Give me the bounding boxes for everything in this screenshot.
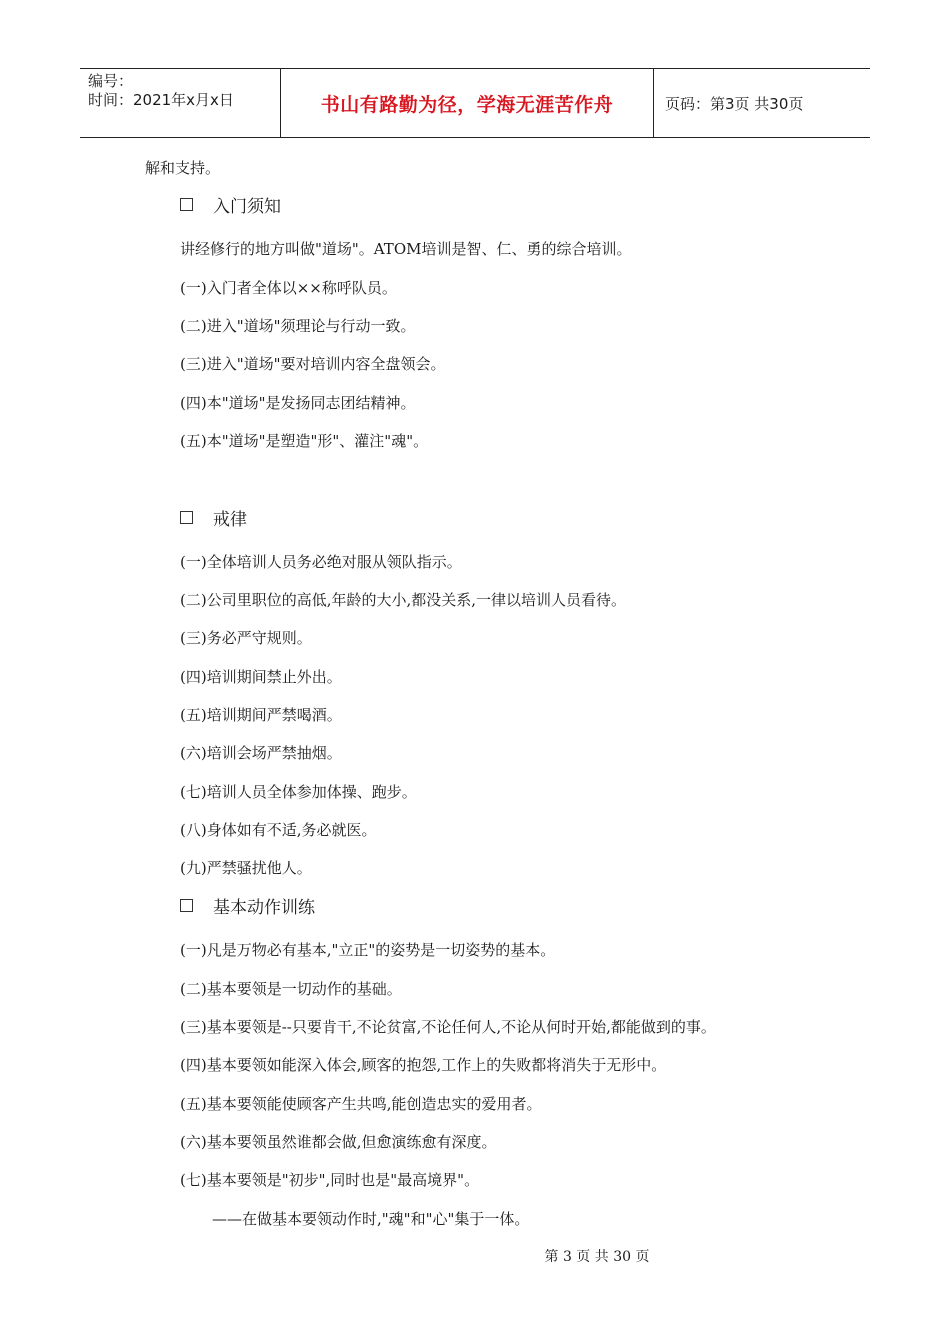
section-line: (五)基本要领能使顾客产生共鸣,能创造忠实的爱用者。 bbox=[180, 1095, 542, 1113]
footer-page-number: 第 3 页 共 30 页 bbox=[544, 1249, 650, 1265]
section-line: (三)进入"道场"要对培训内容全盘领会。 bbox=[180, 355, 446, 373]
section-line: ——在做基本要领动作时,"魂"和"心"集于一体。 bbox=[212, 1210, 530, 1228]
section-line: (四)本"道场"是发扬同志团结精神。 bbox=[180, 394, 416, 412]
section-line: (五)培训期间严禁喝酒。 bbox=[180, 706, 342, 724]
section-title: 基本动作训练 bbox=[213, 898, 315, 918]
section-line: (三)基本要领是--只要肯干,不论贫富,不论任何人,不论从何时开始,都能做到的事。 bbox=[180, 1018, 716, 1036]
section-line: (五)本"道场"是塑造"形"、灌注"魂"。 bbox=[180, 432, 429, 450]
section-line: (一)全体培训人员务必绝对服从领队指示。 bbox=[180, 553, 462, 571]
section-line: (一)凡是万物必有基本,"立正"的姿势是一切姿势的基本。 bbox=[180, 941, 556, 959]
section-line: (四)基本要领如能深入体会,顾客的抱怨,工作上的失败都将消失于无形中。 bbox=[180, 1056, 667, 1074]
section-line: (七)基本要领是"初步",同时也是"最高境界"。 bbox=[180, 1171, 480, 1189]
section-line: (二)进入"道场"须理论与行动一致。 bbox=[180, 317, 416, 335]
section-line: (七)培训人员全体参加体操、跑步。 bbox=[180, 783, 417, 801]
section-line: (二)基本要领是一切动作的基础。 bbox=[180, 980, 402, 998]
section-line: (六)培训会场严禁抽烟。 bbox=[180, 744, 342, 762]
section-title: 戒律 bbox=[213, 510, 247, 530]
section-line: (八)身体如有不适,务必就医。 bbox=[180, 821, 377, 839]
header-meta-cell bbox=[80, 69, 280, 137]
doc-code-label: 编号： bbox=[88, 72, 134, 90]
section-line: 讲经修行的地方叫做"道场"。ATOM培训是智、仁、勇的综合培训。 bbox=[180, 240, 632, 258]
header-motto-cell bbox=[280, 69, 654, 137]
section-line: (四)培训期间禁止外出。 bbox=[180, 668, 342, 686]
header-page-cell bbox=[653, 69, 870, 137]
section-line: (一)入门者全体以××称呼队员。 bbox=[180, 279, 397, 297]
section-line: (二)公司里职位的高低,年龄的大小,都没关系,一律以培训人员看待。 bbox=[180, 591, 627, 609]
page-footer bbox=[0, 1246, 950, 1266]
checkbox-square-icon bbox=[180, 511, 193, 524]
intro-tail: 解和支持。 bbox=[145, 159, 221, 177]
doc-date-label: 时间：2021年x月x日 bbox=[88, 91, 234, 109]
page-header bbox=[80, 68, 870, 138]
header-motto: 书山有路勤为径，学海无涯苦作舟 bbox=[320, 93, 614, 116]
checkbox-square-icon bbox=[180, 198, 193, 211]
section-title: 入门须知 bbox=[213, 197, 281, 217]
section-heading-entry bbox=[180, 196, 281, 218]
section-line: (三)务必严守规则。 bbox=[180, 629, 312, 647]
section-heading-basic-training bbox=[180, 897, 315, 919]
header-page-info: 页码：第3页 共30页 bbox=[665, 94, 804, 113]
section-line: (九)严禁骚扰他人。 bbox=[180, 859, 312, 877]
checkbox-square-icon bbox=[180, 899, 193, 912]
section-line: (六)基本要领虽然谁都会做,但愈演练愈有深度。 bbox=[180, 1133, 497, 1151]
section-heading-rules bbox=[180, 509, 247, 531]
